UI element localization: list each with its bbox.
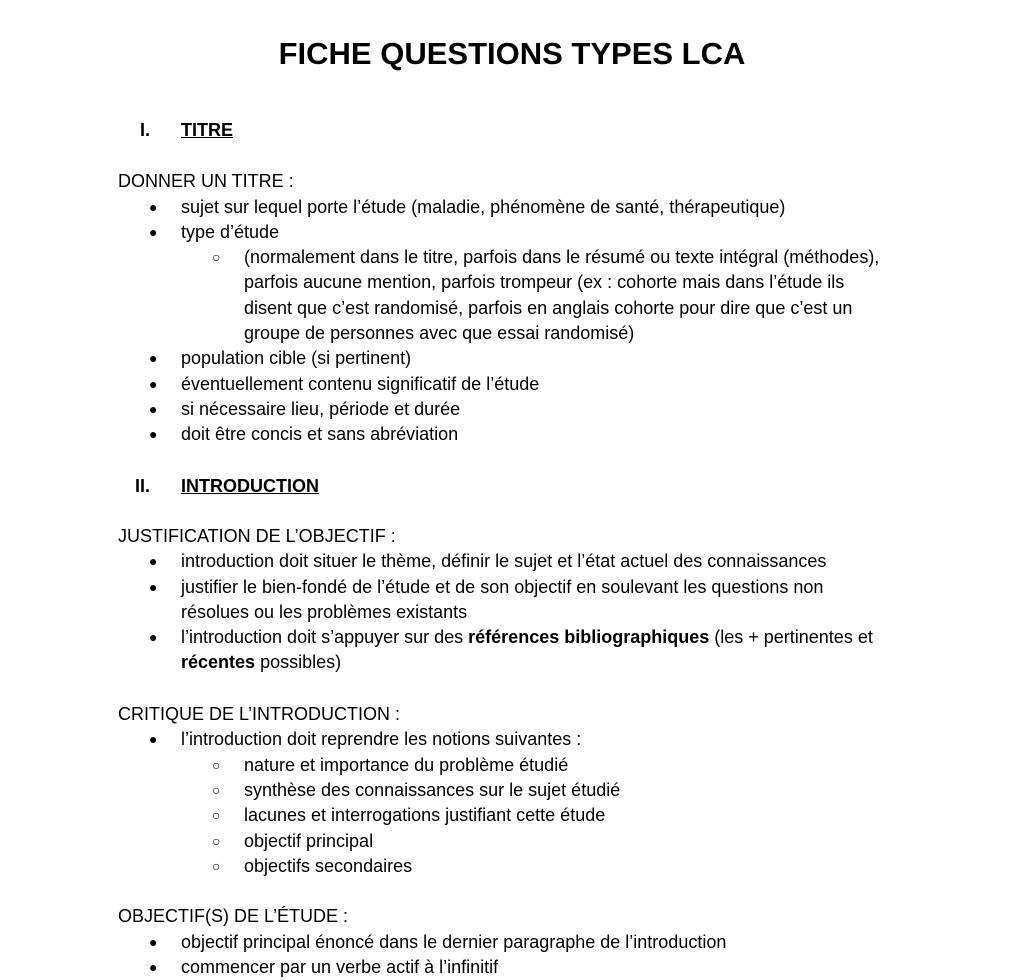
critique-label: CRITIQUE DE L’INTRODUCTION :	[118, 704, 401, 724]
list-item: ● commencer par un verbe actif à l’infinitif	[181, 955, 911, 980]
list-item: ● justifier le bien-fondé de l’étude et de son objectif en soulevant les questions non résolues ou les problèmes existants	[181, 575, 881, 626]
objectifs-label: OBJECTIF(S) DE L’ÉTUDE :	[118, 906, 349, 926]
sub-list-item: ○ objectif principal	[244, 829, 904, 854]
section-title: INTRODUCTION	[181, 476, 319, 496]
list-item-text: possibles)	[255, 652, 342, 673]
list-item: ● doit être concis et sans abréviation	[181, 422, 911, 447]
list-item	[181, 625, 906, 676]
list-item-text: l’introduction doit s’appuyer sur des	[181, 627, 469, 647]
sub-list-item: ○ (normalement dans le titre, parfois dans le résumé ou texte intégral (méthodes), parfois aucune mention, parfois trompeur (ex : cohorte mais dans l’étude ils disent que c’est randomisé, parfois en anglais cohorte pour dire que c’est un groupe de personnes avec que essai randomisé)	[244, 245, 894, 346]
list-item: ● population cible (si pertinent)	[181, 346, 911, 371]
donner-un-titre-label: DONNER UN TITRE :	[118, 171, 294, 191]
list-item: ● l’introduction doit reprendre les notions suivantes :	[181, 727, 911, 752]
list-item: ● objectif principal énoncé dans le dernier paragraphe de l’introduction	[181, 930, 911, 955]
list-item: ● sujet sur lequel porte l’étude (maladie, phénomène de santé, thérapeutique)	[181, 195, 911, 220]
list-item: ● éventuellement contenu significatif de l’étude	[181, 372, 911, 397]
document-title: FICHE QUESTIONS TYPES LCA	[278, 36, 746, 71]
justification-label: JUSTIFICATION DE L’OBJECTIF :	[118, 526, 396, 546]
section-number: II.	[134, 476, 150, 496]
sub-list-item: ○ synthèse des connaissances sur le sujet étudié	[244, 778, 904, 803]
sub-list-item: ○ lacunes et interrogations justifiant cette étude	[244, 803, 904, 828]
list-item: ● si nécessaire lieu, période et durée	[181, 397, 911, 422]
list-item: ● introduction doit situer le thème, définir le sujet et l’état actuel des connaissances	[181, 549, 911, 574]
section-title: TITRE	[181, 120, 233, 140]
section-number: I.	[139, 120, 150, 140]
list-item-bold: références bibliographiques	[468, 627, 710, 647]
sub-list-item: ○ objectifs secondaires	[244, 854, 904, 879]
list-item-bold: récentes	[181, 652, 256, 673]
list-item: ● type d’étude	[181, 220, 911, 245]
sub-list-item: ○ nature et importance du problème étudié	[244, 753, 904, 778]
list-item-text: (les + pertinentes et	[709, 627, 873, 647]
